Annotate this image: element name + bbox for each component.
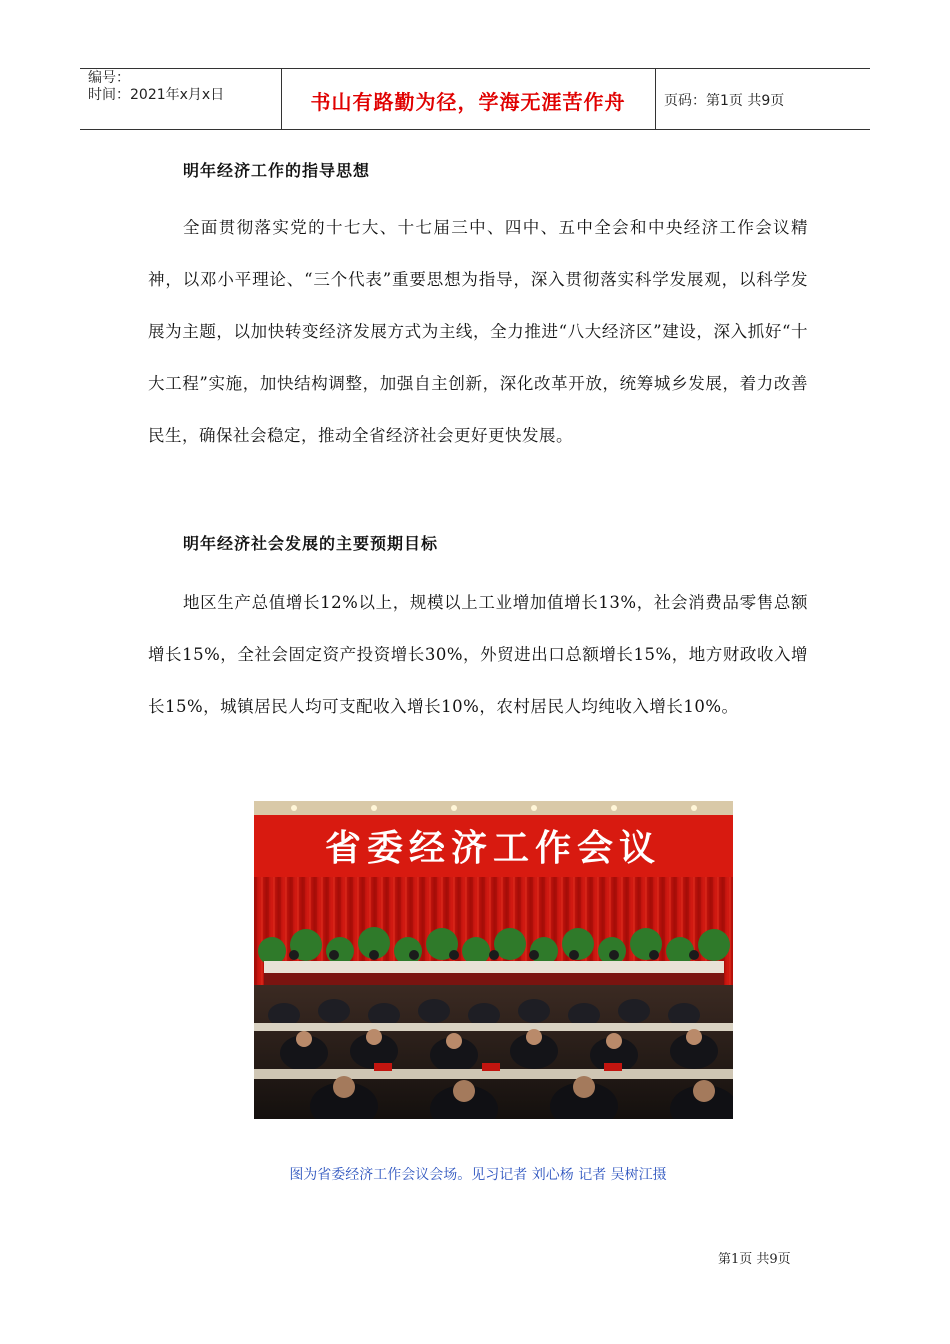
meeting-photo [254,801,733,1119]
section-body-targets: 地区生产总值增长12%以上，规模以上工业增加值增长13%，社会消费品零售总额增长15%，全社会固定资产投资增长30%，外贸进出口总额增长15%，地方财政收入增长15%，城镇居民人均可支配收入增长10%，农村居民人均纯收入增长10%。 [148,593,808,716]
header-bottom-rule [80,129,870,130]
header-motto: 书山有路勤为径，学海无涯苦作舟 [310,90,626,114]
photo-caption: 图为省委经济工作会议会场。见习记者 刘心杨 记者 吴树江摄 [289,1167,667,1183]
banner-text: 省委经济工作会议 [324,827,662,869]
header-divider-left [281,68,282,130]
section-body-guiding-ideology: 全面贯彻落实党的十七大、十七届三中、四中、五中全会和中央经济工作会议精神，以邓小平理论、“三个代表”重要思想为指导，深入贯彻落实科学发展观，以科学发展为主题，以加快转变经济发展方式为主线，全力推进“八大经济区”建设，深入抓好“十大工程”实施，加快结构调整，加强自主创新，深化改革开放，统筹城乡发展，着力改善民生，确保社会稳定，推动全省经济社会更好更快发展。 [148,218,808,445]
header-meta [88,70,224,104]
section-heading-targets: 明年经济社会发展的主要预期目标 [183,534,439,553]
footer-page-number: 第1页 共9页 [718,1252,791,1267]
header-top-rule [80,68,870,69]
document-time-label: 时间：2021年x月x日 [88,87,225,103]
meeting-photo-illustration [254,801,733,1119]
document-number-label: 编号： [88,70,130,86]
header-page-info: 页码：第1页 共9页 [664,93,785,109]
header-divider-right [655,68,656,130]
section-heading-guiding-ideology: 明年经济工作的指导思想 [183,161,371,180]
